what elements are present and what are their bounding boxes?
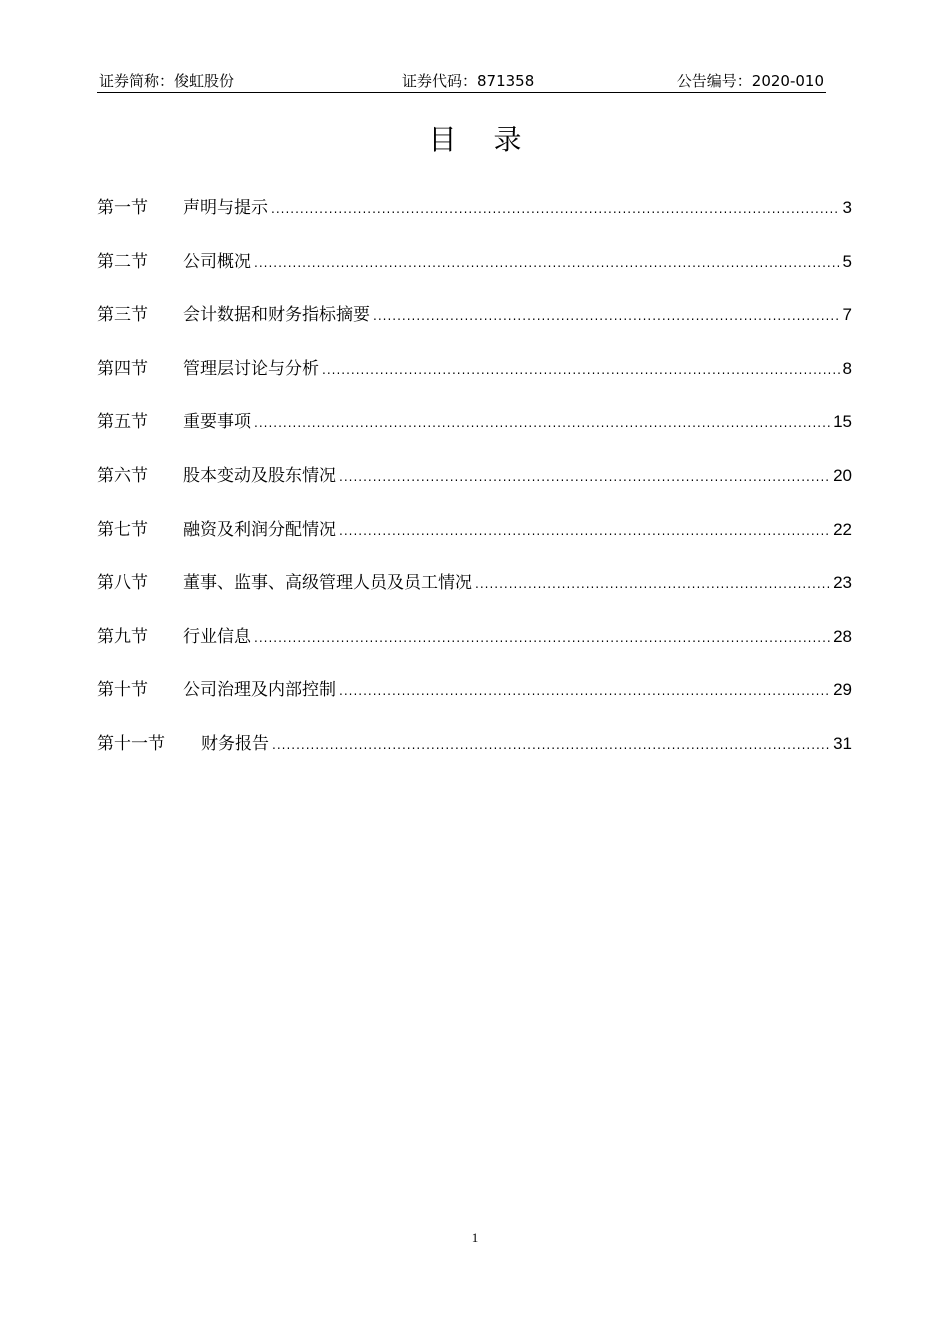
toc-leader-dots xyxy=(254,416,830,430)
toc-section-name: 重要事项 xyxy=(183,412,251,433)
toc-section-label: 第十一节 xyxy=(97,733,165,754)
header-security-code: 证券代码：871358 xyxy=(402,72,535,90)
toc-section-label: 第八节 xyxy=(97,573,148,594)
toc-entry-7[interactable] xyxy=(97,515,852,569)
toc-section-name: 公司概况 xyxy=(183,251,251,272)
toc-entry-5[interactable] xyxy=(97,407,852,461)
toc-section-label: 第七节 xyxy=(97,519,148,540)
header-security-name: 证券简称：俊虹股份 xyxy=(99,72,235,90)
toc-page-number: 8 xyxy=(842,358,852,378)
toc-page-number: 31 xyxy=(833,733,852,753)
toc-entry-10[interactable] xyxy=(97,675,852,729)
toc-section-name: 管理层讨论与分析 xyxy=(183,358,319,379)
toc-entry-1[interactable] xyxy=(97,193,852,247)
toc-section-label: 第六节 xyxy=(97,465,148,486)
toc-leader-dots xyxy=(322,363,840,377)
page-footer-number: 1 xyxy=(471,1230,479,1245)
toc-leader-dots xyxy=(339,470,830,484)
toc-leader-dots xyxy=(254,256,840,270)
toc-section-name: 行业信息 xyxy=(183,626,251,647)
toc-section-name: 董事、监事、高级管理人员及员工情况 xyxy=(183,573,472,594)
page-header xyxy=(97,68,826,93)
toc-leader-dots xyxy=(339,684,830,698)
toc-entry-6[interactable] xyxy=(97,461,852,515)
toc-section-label: 第三节 xyxy=(97,305,148,326)
toc-page-number: 15 xyxy=(833,412,852,432)
toc-leader-dots xyxy=(475,577,830,591)
toc-page-number: 28 xyxy=(833,626,852,646)
toc-section-name: 声明与提示 xyxy=(183,198,268,218)
toc-section-label: 第二节 xyxy=(97,251,148,272)
toc-page-number: 3 xyxy=(842,198,852,217)
toc-section-label: 第十节 xyxy=(97,680,148,701)
toc-entry-3[interactable] xyxy=(97,300,852,354)
toc-section-label: 第一节 xyxy=(97,198,148,218)
toc-entry-11[interactable] xyxy=(97,729,852,783)
toc-section-name: 融资及利润分配情况 xyxy=(183,519,336,540)
toc-leader-dots xyxy=(271,202,840,216)
toc-leader-dots xyxy=(339,524,830,538)
toc-entry-4[interactable] xyxy=(97,354,852,408)
toc-leader-dots xyxy=(373,309,840,323)
toc-leader-dots xyxy=(254,631,830,645)
toc-page-number: 22 xyxy=(833,519,852,539)
toc-section-label: 第九节 xyxy=(97,626,148,647)
toc-entry-2[interactable] xyxy=(97,247,852,301)
toc-section-label: 第四节 xyxy=(97,358,148,379)
toc-section-label: 第五节 xyxy=(97,412,148,433)
toc-section-name: 公司治理及内部控制 xyxy=(183,680,336,701)
toc-page-number: 5 xyxy=(842,251,852,271)
toc-page-number: 20 xyxy=(833,465,852,485)
toc-title: 目 录 xyxy=(428,123,536,156)
toc-entry-9[interactable] xyxy=(97,622,852,676)
toc-section-name: 会计数据和财务指标摘要 xyxy=(183,305,370,326)
toc-section-name: 股本变动及股东情况 xyxy=(183,465,336,486)
toc-page-number: 23 xyxy=(833,573,852,593)
toc-page-number: 29 xyxy=(833,680,852,700)
toc-section-name: 财务报告 xyxy=(201,733,269,754)
header-announcement-number: 公告编号：2020-010 xyxy=(676,72,824,90)
toc-page-number: 7 xyxy=(842,305,852,325)
table-of-contents xyxy=(97,193,852,783)
toc-entry-8[interactable] xyxy=(97,568,852,622)
toc-leader-dots xyxy=(272,738,830,752)
